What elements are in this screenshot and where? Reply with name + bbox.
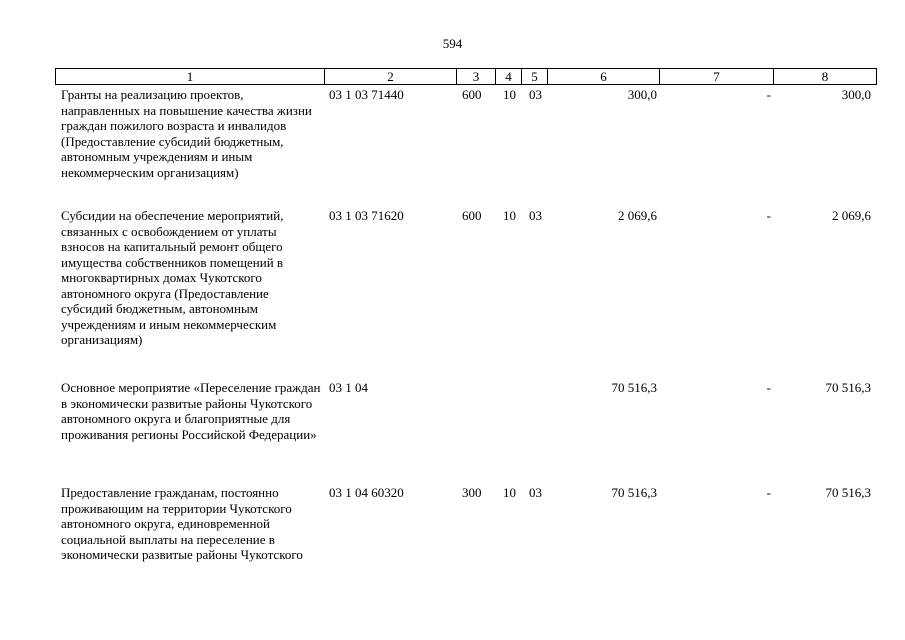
row-total: 2 069,6	[832, 208, 871, 223]
column-number-header	[55, 68, 877, 85]
page-number: 594	[442, 36, 463, 51]
header-col-3: 3	[457, 69, 496, 85]
row-vr: 300	[462, 485, 482, 500]
row-pr: 03	[529, 485, 542, 500]
header-col-5: 5	[522, 69, 548, 85]
header-row	[56, 69, 877, 85]
row-total: 70 516,3	[825, 485, 871, 500]
row-name: Субсидии на обеспечение мероприятий, связанных с освобождением от уплаты взносов на капитальный ремонт общего имущества собственников помещений в многоквартирных домах Чукотского автономного округа (Предоставление субсидий бюджетным, автономным учреждениям и иным некоммерческим организациям)	[61, 208, 284, 347]
header-col-6: 6	[548, 69, 660, 85]
row-change: -	[766, 87, 771, 102]
row-code: 03 1 03 71620	[329, 208, 404, 223]
row-sum: 2 069,6	[618, 208, 657, 223]
header-col-2: 2	[325, 69, 457, 85]
header-col-7: 7	[660, 69, 774, 85]
row-code: 03 1 04	[329, 380, 368, 395]
row-name: Предоставление гражданам, постоянно проживающим на территории Чукотского автономного округа, единовременной социальной выплаты на переселение в экономически развитые районы Чукотского	[61, 485, 303, 562]
row-code: 03 1 04 60320	[329, 485, 404, 500]
row-vr: 600	[462, 208, 482, 223]
row-sum: 70 516,3	[611, 380, 657, 395]
row-pr: 03	[529, 87, 542, 102]
row-pr: 03	[529, 208, 542, 223]
row-name: Гранты на реализацию проектов, направленных на повышение качества жизни граждан пожилого возраста и инвалидов (Предоставление субсидий бюджетным, автономным учреждениям и иным некоммерческим организациям)	[61, 87, 312, 180]
row-rz: 10	[503, 87, 516, 102]
row-sum: 300,0	[627, 87, 657, 102]
row-total: 300,0	[841, 87, 871, 102]
row-rz: 10	[503, 208, 516, 223]
row-total: 70 516,3	[825, 380, 871, 395]
row-change: -	[766, 208, 771, 223]
row-code: 03 1 03 71440	[329, 87, 404, 102]
row-change: -	[766, 485, 771, 500]
row-sum: 70 516,3	[611, 485, 657, 500]
header-col-1: 1	[56, 69, 325, 85]
header-col-4: 4	[496, 69, 522, 85]
row-rz: 10	[503, 485, 516, 500]
row-change: -	[766, 380, 771, 395]
row-vr: 600	[462, 87, 482, 102]
row-name: Основное мероприятие «Переселение граждан в экономически развитые районы Чукотского автономного округа и благоприятные для проживания регионы Российской Федерации»	[61, 380, 321, 442]
header-col-8: 8	[774, 69, 877, 85]
